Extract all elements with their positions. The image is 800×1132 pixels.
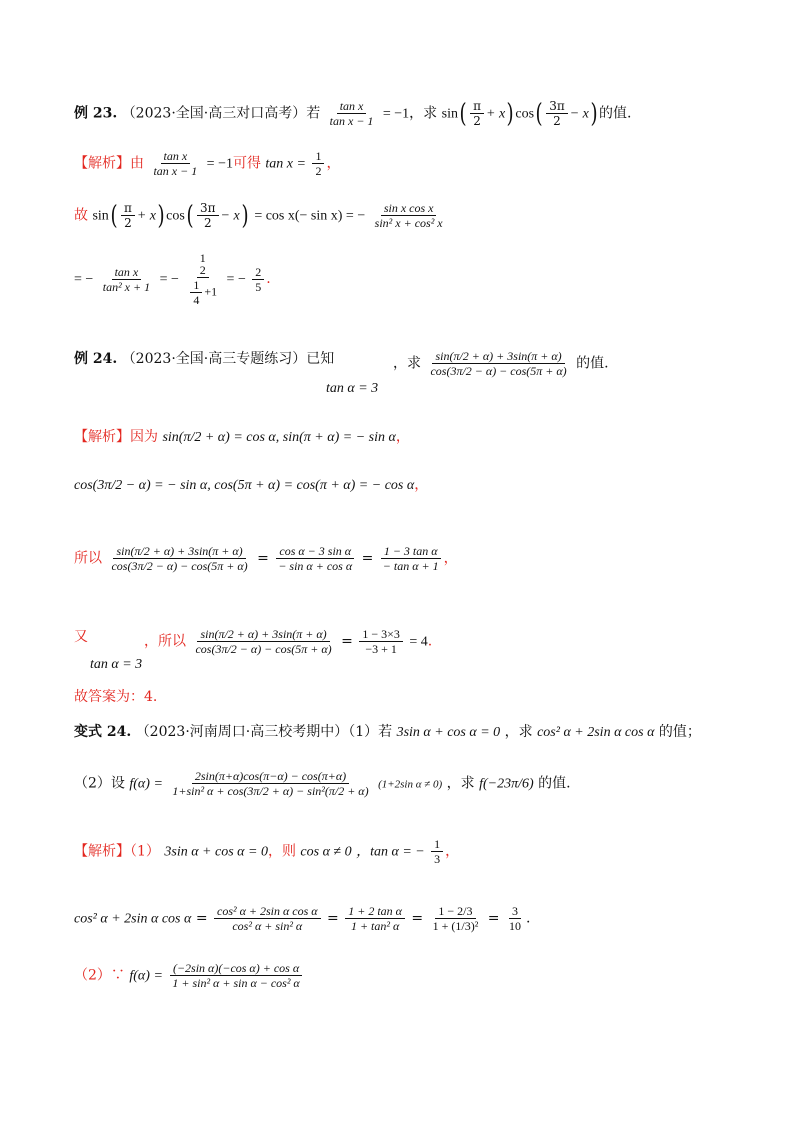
- solution-v24-line-3: （2）∵ f(α) = $\frac{\text{(−2sin α)(−cos α) + cos α}}{\text{1 + sin² α + sin α − cos² α}}$: [74, 962, 305, 989]
- answer-line: 故答案为：4.: [74, 689, 158, 705]
- example-label: 例 23.: [74, 105, 118, 122]
- solution-24-line-4b: ，所以 $\frac{\sin(\pi/2 + \alpha) + 3\sin(\pi + \alpha)}{\cos(3\pi/2 - \alpha) - \cos(5\pi + \alpha)}$ = $\frac{1 - 3\times 3}{-3 + 1}$ = 4.: [144, 627, 433, 656]
- solution-24-line-1: 【解析】因为 sin(π/2 + α) = cos α, sin(π + α) = − sin α，: [74, 429, 410, 445]
- compound-fraction: 1 2 $\frac{1}{4}$ +1: [185, 252, 220, 306]
- solution-v24-line-2: cos² α + 2sin α cos α = $\frac{\text{cos² α + 2sin α cos α}}{\text{cos² α + sin² α}}$ = $\frac{\text{1 + 2 tan α}}{\text{1 + tan² α}}$ = $\frac{1 - 2/3}{\text{1 + (1/3)²}}$ = $\frac{3}{10}$ .: [74, 904, 531, 933]
- fraction: $\frac{\text{tan x}}{\text{tan x − 1}}$: [329, 99, 374, 128]
- example-24-question: ，求 $\frac{\sin(\pi/2 + \alpha) + 3\sin(\pi + \alpha)}{\cos(3\pi/2 - \alpha) - \cos(5\pi + \alpha)}$ 的值.: [393, 349, 609, 378]
- variant-24-line-1: 变式 24. （2023·河南周口·高三校考期中）（1）若 3sin α + cos α = 0 ，求 cos² α + 2sin α cos α 的值；: [74, 724, 701, 740]
- variant-24-line-2: （2）设 f(α) = $\frac{2\sin(\pi+\alpha)\cos(\pi-\alpha) - \cos(\pi+\alpha)}{\text{1+sin² α + cos(3π/2 + α) − sin²(π/2 + α)}}$ (1+2sin α ≠ 0) ，求 f(−23π/6) 的值.: [74, 769, 571, 798]
- solution-24-line-2: cos(3π/2 − α) = − sin α, cos(5π + α) = cos(π + α) = − cos α，: [74, 477, 429, 493]
- example-24-line: 例 24. （2023·全国·高三专题练习）已知: [74, 351, 335, 367]
- solution-24-line-4: 又: [74, 629, 88, 645]
- example-23-line: 例 23. （2023·全国·高三对口高考）若 $\frac{\text{tan x}}{\text{tan x − 1}}$ = −1，求 sin( $\frac{\pi}{2}$ + x) cos( $\frac{3\pi}{2}$ − x) 的值.: [74, 98, 632, 129]
- solution-23-line-1: 【解析】由 $\frac{\text{tan x}}{\text{tan x − 1}}$ = −1可得 tan x = $\frac{1}{2}$ ，: [74, 149, 341, 178]
- solution-tag: 【解析】: [74, 155, 130, 172]
- solution-24-line-3: 所以 $\frac{\sin(\pi/2 + \alpha) + 3\sin(\pi + \alpha)}{\cos(3\pi/2 - \alpha) - \cos(5\pi + \alpha)}$ = $\frac{\text{cos α − 3 sin α}}{\text{− sin α + cos α}}$ = $\frac{\text{1 − 3 tan α}}{\text{− tan α + 1}}$ ，: [74, 544, 458, 573]
- solution-23-line-2: 故 sin( $\frac{\pi}{2}$ + x) cos( $\frac{3\pi}{2}$ − x) = cos x(− sin x) = − $\frac{\text{sin x cos x}}{\text{sin² x + cos² x}}$: [74, 200, 443, 231]
- solution-24-condition: tan α = 3: [90, 657, 143, 672]
- example-source: （2023·全国·高三对口高考）若: [121, 105, 321, 122]
- example-24-condition: tan α = 3: [326, 381, 379, 396]
- solution-23-line-3: = − $\frac{\text{tan x}}{\text{tan² x + 1}}$ = − 1 2 $\frac{1}{4}$ +1 = − $\frac{2}{5}$ .: [74, 251, 271, 307]
- solution-v24-line-1: 【解析】（1） 3sin α + cos α = 0，则 cos α ≠ 0 ，tan α = − $\frac{1}{3}$ ，: [74, 837, 460, 866]
